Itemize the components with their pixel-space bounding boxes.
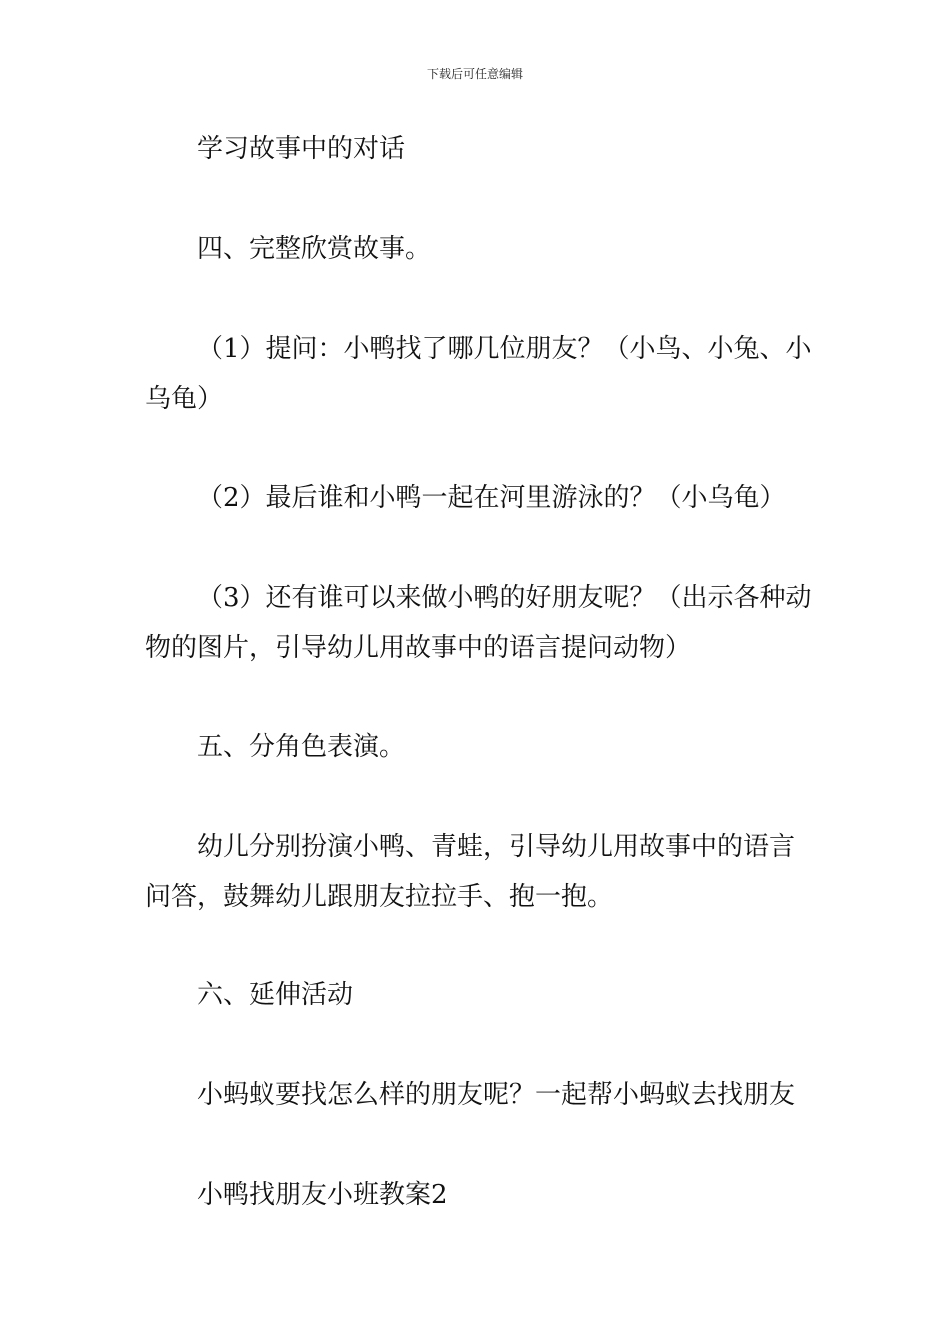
paragraph-line: 问答，鼓舞幼儿跟朋友拉拉手、抱一抱。 xyxy=(145,882,614,912)
document-title-2 xyxy=(145,1170,809,1220)
paragraph-question-3 xyxy=(145,573,812,673)
paragraph-line: 六、延伸活动 xyxy=(197,980,354,1010)
section-heading-6 xyxy=(145,970,809,1020)
paragraph-line: （3）还有谁可以来做小鸭的好朋友呢？（出示各种动 xyxy=(197,583,812,613)
section-heading-4 xyxy=(145,224,809,274)
paragraph-line: 小鸭找朋友小班教案2 xyxy=(197,1180,448,1210)
paragraph-line: 小蚂蚁要找怎么样的朋友呢？一起帮小蚂蚁去找朋友 xyxy=(197,1080,796,1110)
paragraph-extension xyxy=(145,1070,809,1120)
paragraph-line: 物的图片，引导幼儿用故事中的语言提问动物） xyxy=(145,633,692,663)
paragraph-line: （2）最后谁和小鸭一起在河里游泳的？（小乌龟） xyxy=(197,483,786,513)
page-header: 下载后可任意编辑 xyxy=(426,67,523,81)
paragraph-question-2 xyxy=(145,473,809,523)
paragraph-line: 乌龟） xyxy=(145,384,224,414)
paragraph-line: 幼儿分别扮演小鸭、青蛙，引导幼儿用故事中的语言 xyxy=(197,832,796,862)
paragraph-line: 学习故事中的对话 xyxy=(197,134,406,164)
paragraph-dialogue-study xyxy=(145,124,809,174)
paragraph-role-play xyxy=(145,822,809,922)
paragraph-line: （1）提问：小鸭找了哪几位朋友？（小鸟、小兔、小 xyxy=(197,334,812,364)
paragraph-line: 四、完整欣赏故事。 xyxy=(197,234,432,264)
section-heading-5 xyxy=(145,722,809,772)
paragraph-line: 五、分角色表演。 xyxy=(197,732,406,762)
paragraph-question-1 xyxy=(145,324,812,424)
